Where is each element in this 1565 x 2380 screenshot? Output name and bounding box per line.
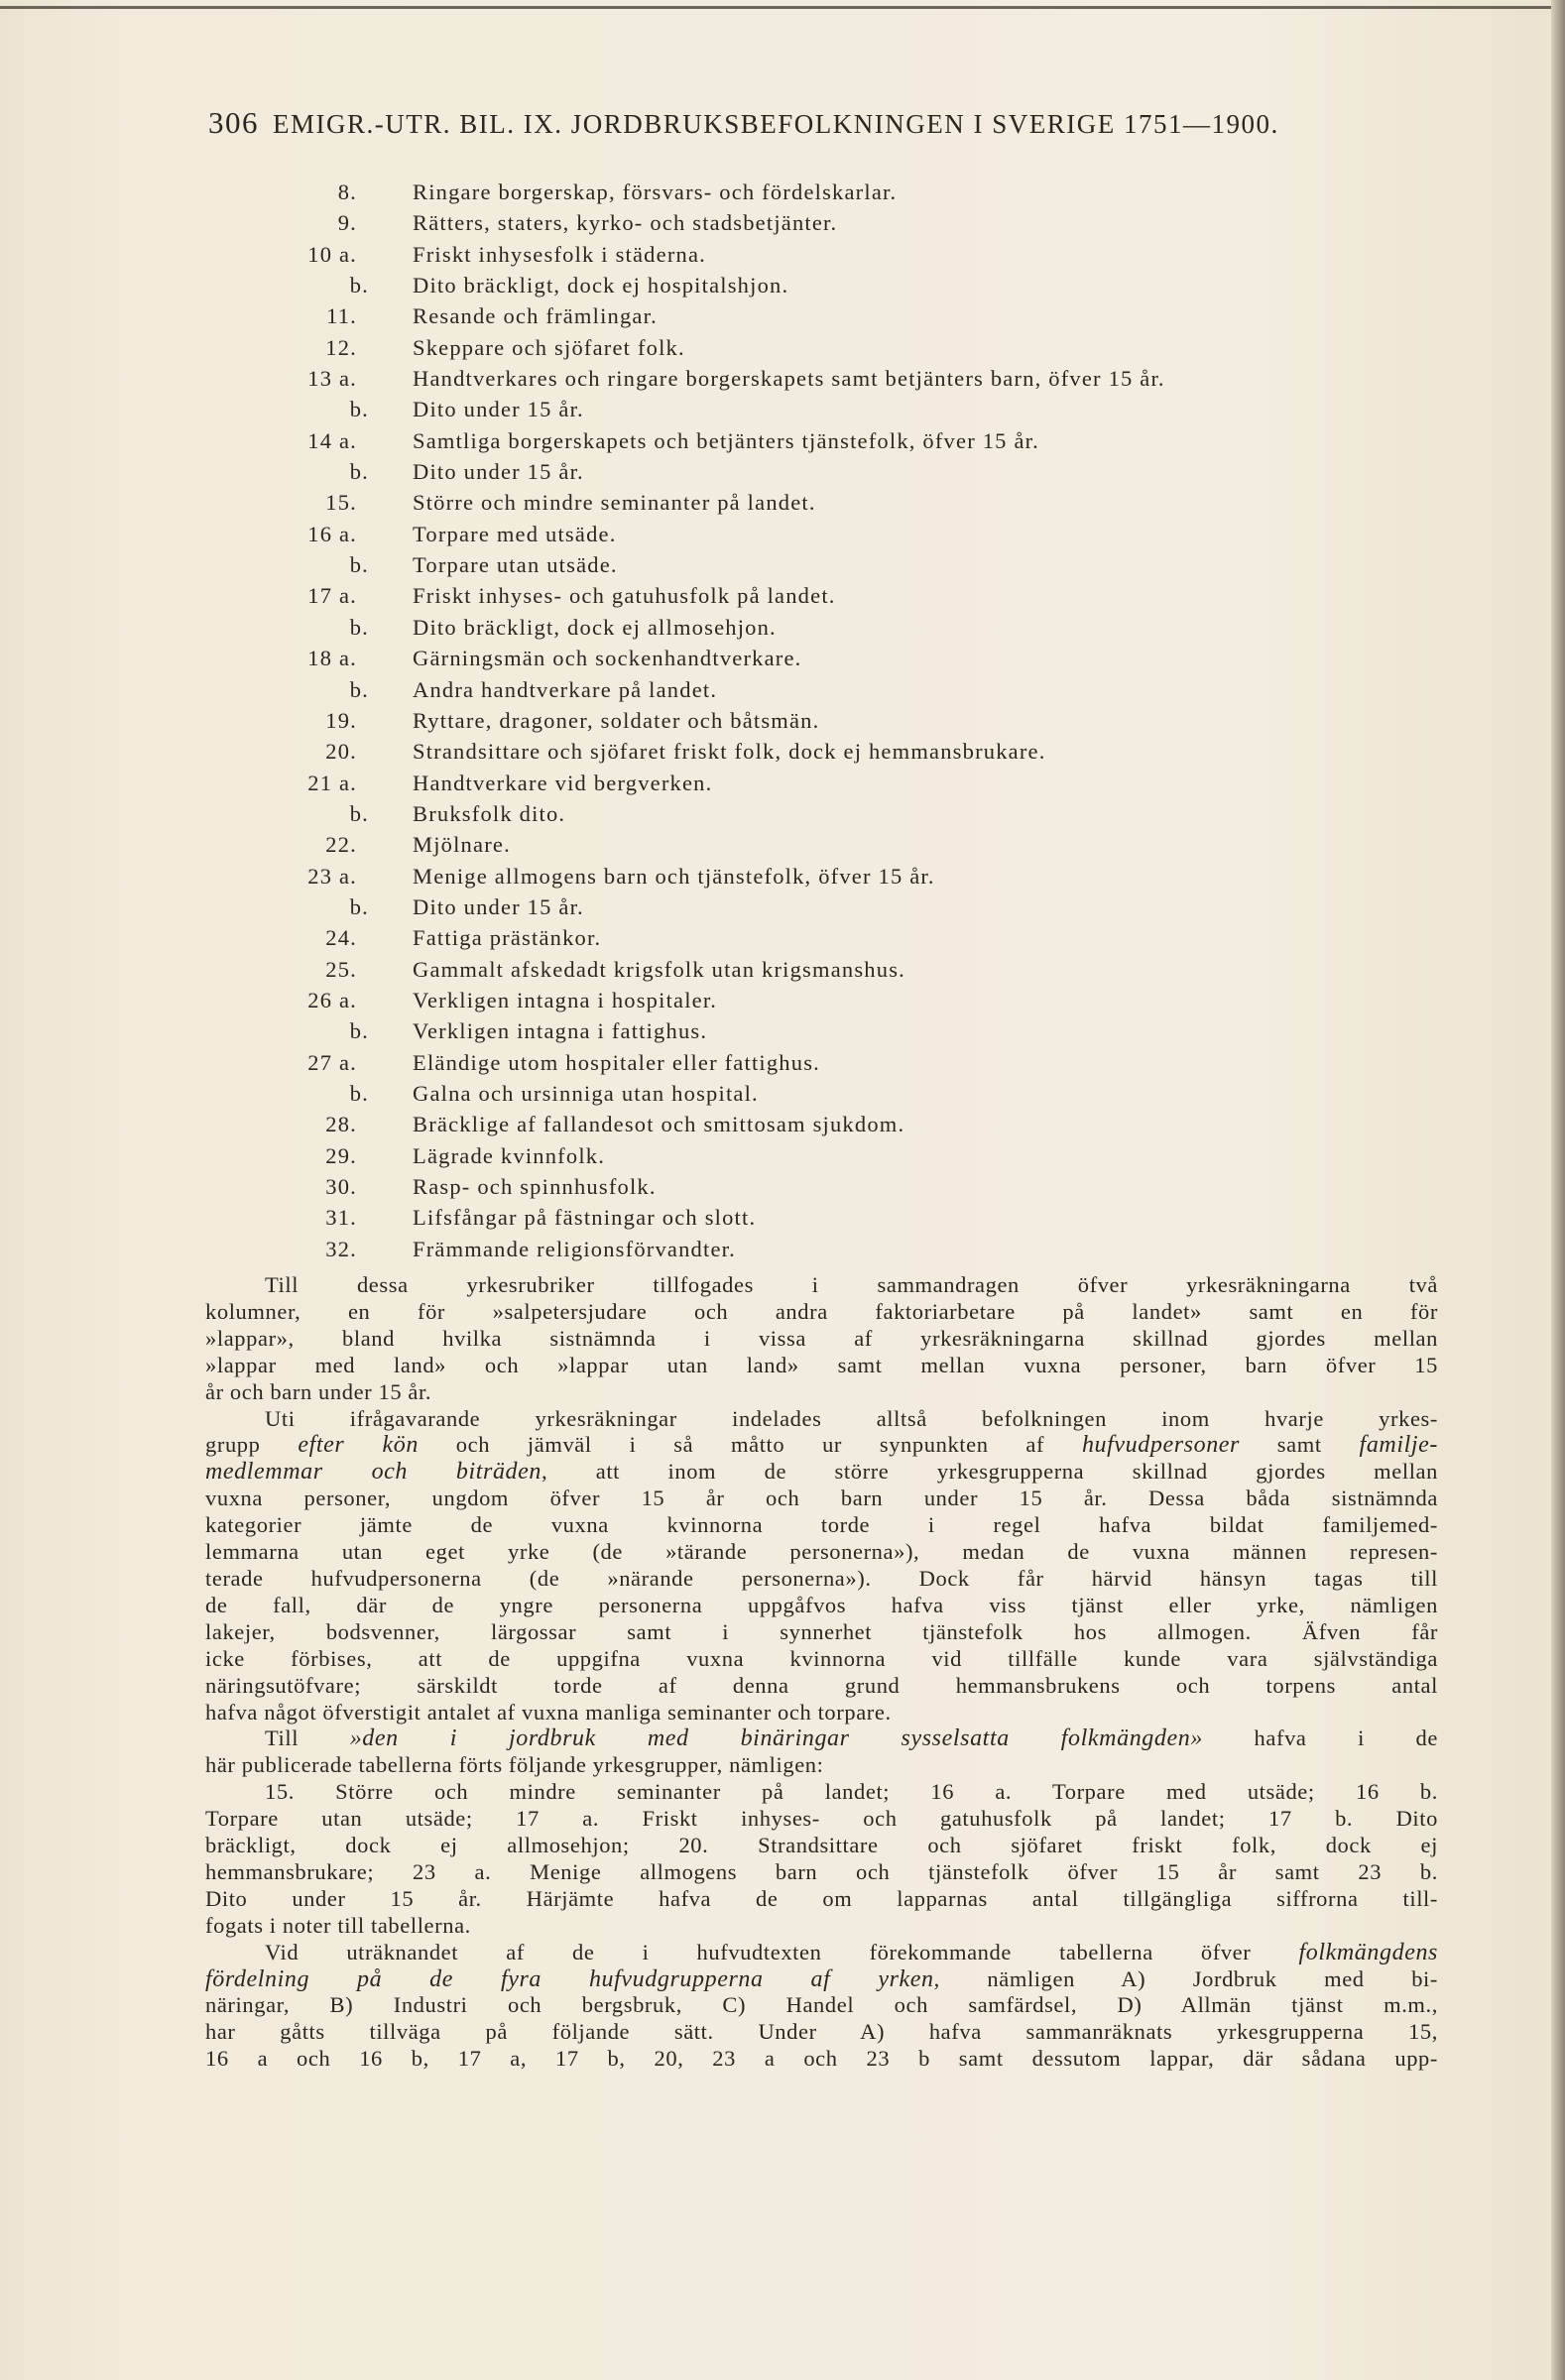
text-run: Vid uträknandet af de i hufvudtexten förekommande tabellerna öfver xyxy=(265,1939,1299,1964)
list-item-number: 26 a. xyxy=(307,987,357,1012)
italic-run: »den i jordbruk med binäringar sysselsatta folkmängden» xyxy=(349,1726,1203,1752)
list-item xyxy=(198,1171,1448,1202)
list-item xyxy=(198,580,1448,611)
list-item xyxy=(198,1202,1448,1233)
list-item-number: 10 a. xyxy=(307,241,357,267)
list-item-number: 25. xyxy=(325,956,357,982)
list-item-number: 17 a. xyxy=(307,583,357,609)
list-item-number: 19. xyxy=(325,707,357,733)
list-item-number: b. xyxy=(349,614,369,640)
text-line: Torpare utan utsäde; 17 a. Friskt inhyses- och gatuhusfolk på landet; 17 b. Dito xyxy=(205,1806,1438,1832)
list-item xyxy=(198,674,1448,705)
list-item-number: 20. xyxy=(325,739,357,765)
text-run: , att inom de större yrkesgrupperna skillnad gjordes mellan xyxy=(542,1459,1438,1485)
italic-run: efter kön xyxy=(298,1432,419,1459)
list-item xyxy=(198,456,1448,487)
list-item-number: 14 a. xyxy=(307,427,357,453)
list-item-text: Dito bräckligt, dock ej hospitalshjon. xyxy=(413,273,789,298)
list-item-text: Torpare med utsäde. xyxy=(413,521,617,546)
running-title: EMIGR.-UTR. BIL. IX. JORDBRUKSBEFOLKNINGEN I SVERIGE 1751—1900. xyxy=(273,109,1279,139)
text-line: har gåtts tillväga på följande sätt. Under A) hafva sammanräknats yrkesgrupperna 15, xyxy=(205,2019,1438,2045)
list-item-number: b. xyxy=(349,1080,369,1106)
list-item-number: 24. xyxy=(325,925,357,951)
text-line: bräckligt, dock ej allmosehjon; 20. Strandsittare och sjöfaret friskt folk, dock ej xyxy=(205,1833,1438,1858)
italic-run: hufvudpersoner xyxy=(1081,1432,1240,1459)
text-line-mixed xyxy=(205,1940,1438,1966)
list-item-text: Handtverkare vid bergverken. xyxy=(413,770,713,795)
list-item-number: b. xyxy=(349,676,369,702)
list-item-text: Handtverkares och ringare borgerskapets samt betjänters barn, öfver 15 år. xyxy=(413,366,1165,392)
text-run: , nämligen A) Jordbruk med bi- xyxy=(933,1965,1439,1991)
list-item-text: Gammalt afskedadt krigsfolk utan krigsmanshus. xyxy=(413,956,905,982)
list-item xyxy=(198,768,1448,798)
list-item-text: Ryttare, dragoner, soldater och båtsmän. xyxy=(413,707,820,733)
paragraph-4 xyxy=(205,1940,1438,2074)
text-line-mixed xyxy=(205,1726,1438,1752)
list-item xyxy=(198,1015,1448,1046)
list-item-number: 9. xyxy=(337,210,357,236)
list-item-text: Strandsittare och sjöfaret friskt folk, dock ej hemmansbrukare. xyxy=(413,739,1046,765)
list-item-text: Lägrade kvinnfolk. xyxy=(413,1142,606,1168)
paragraph-3 xyxy=(205,1726,1438,1939)
list-item-number: 18 a. xyxy=(307,646,357,671)
occupation-list xyxy=(198,177,1448,1264)
text-line: 16 a och 16 b, 17 a, 17 b, 20, 23 a och 23 b samt dessutom lappar, där sådana upp- xyxy=(205,2046,1438,2072)
list-item-number: 29. xyxy=(325,1142,357,1168)
list-item-number: b. xyxy=(349,893,369,919)
list-item-number: b. xyxy=(349,1018,369,1044)
text-line: hemmansbrukare; 23 a. Menige allmogens barn och tjänstefolk öfver 15 år samt 23 b. xyxy=(205,1858,1438,1884)
list-item xyxy=(198,1109,1448,1139)
list-item-number: 28. xyxy=(325,1112,357,1137)
list-item-text: Galna och ursinniga utan hospital. xyxy=(413,1080,759,1106)
list-item-number: 8. xyxy=(337,179,357,204)
list-item-number: b. xyxy=(349,552,369,578)
text-line: lakejer, bodsvenner, lärgossar samt i synnerhet tjänstefolk hos allmogen. Äfven får xyxy=(205,1618,1438,1644)
italic-run: medlemmar och biträden xyxy=(205,1459,542,1486)
list-item-number: 23 a. xyxy=(307,863,357,889)
text-run: samt xyxy=(1239,1432,1360,1458)
list-item-text: Bruksfolk dito. xyxy=(413,800,566,826)
list-item-text: Rasp- och spinnhusfolk. xyxy=(413,1174,657,1199)
list-item-number: 21 a. xyxy=(307,770,357,795)
italic-run: folkmängdens xyxy=(1298,1939,1438,1965)
list-item xyxy=(198,487,1448,518)
text-line: Dito under 15 år. Härjämte hafva de om lapparnas antal tillgängliga siffrorna till- xyxy=(205,1885,1438,1911)
list-item xyxy=(198,829,1448,860)
text-line-mixed xyxy=(205,1432,1438,1459)
text-run: hafva i de xyxy=(1202,1726,1438,1751)
list-item-number: b. xyxy=(349,800,369,826)
list-item-text: Dito under 15 år. xyxy=(413,459,584,485)
list-item-number: 27 a. xyxy=(307,1049,357,1075)
list-item xyxy=(198,736,1448,767)
list-item xyxy=(198,1140,1448,1171)
text-line: vuxna personer, ungdom öfver 15 år och barn under 15 år. Dessa båda sistnämnda xyxy=(205,1486,1438,1511)
list-item xyxy=(198,549,1448,580)
list-item xyxy=(198,332,1448,363)
list-item xyxy=(198,239,1448,270)
list-item-number: 12. xyxy=(325,334,357,360)
list-item xyxy=(198,519,1448,549)
list-item-text: Eländige utom hospitaler eller fattighus. xyxy=(413,1049,820,1075)
list-item xyxy=(198,892,1448,922)
list-item xyxy=(198,643,1448,673)
list-item xyxy=(198,300,1448,331)
italic-run: familje- xyxy=(1359,1432,1438,1459)
list-item-text: Främmande religionsförvandter. xyxy=(413,1236,736,1261)
list-item xyxy=(198,1047,1448,1078)
paragraph-1 xyxy=(205,1272,1438,1406)
list-item xyxy=(198,177,1448,207)
list-item-text: Torpare utan utsäde. xyxy=(413,552,618,578)
text-line: år och barn under 15 år. xyxy=(205,1378,432,1404)
list-item-text: Ringare borgerskap, försvars- och fördelskarlar. xyxy=(413,179,898,204)
list-item-number: b. xyxy=(349,459,369,485)
list-item xyxy=(198,861,1448,892)
list-item-text: Friskt inhyses- och gatuhusfolk på landet. xyxy=(413,583,836,609)
text-line: »lappar», bland hvilka sistnämnda i vissa af yrkesräkningarna skillnad gjordes mellan xyxy=(205,1325,1438,1351)
text-line: »lappar med land» och »lappar utan land» samt mellan vuxna personer, barn öfver 15 xyxy=(205,1352,1438,1377)
text-line: de fall, där de yngre personerna uppgåfvos hafva viss tjänst eller yrke, nämligen xyxy=(205,1592,1438,1617)
list-item-text: Större och mindre seminanter på landet. xyxy=(413,490,816,516)
list-item xyxy=(198,798,1448,829)
list-item-number: 22. xyxy=(325,832,357,858)
list-item-text: Resande och främlingar. xyxy=(413,303,658,329)
list-item-number: 15. xyxy=(325,490,357,516)
paragraph-3-rest xyxy=(205,1752,1438,1939)
list-item-text: Gärningsmän och sockenhandtverkare. xyxy=(413,646,802,671)
list-item xyxy=(198,954,1448,985)
list-item-text: Menige allmogens barn och tjänstefolk, öfver 15 år. xyxy=(413,863,935,889)
text-line: näringar, B) Industri och bergsbruk, C) Handel och samfärdsel, D) Allmän tjänst m.m., xyxy=(205,1992,1438,2018)
list-item xyxy=(198,207,1448,238)
list-item-number: b. xyxy=(349,397,369,422)
text-line: kolumner, en för »salpetersjudare och andra faktoriarbetare på landet» samt en för xyxy=(205,1298,1438,1324)
list-item-text: Mjölnare. xyxy=(413,832,511,858)
text-run: grupp xyxy=(205,1432,299,1458)
text-line: 15. Större och mindre seminanter på landet; 16 a. Torpare med utsäde; 16 b. xyxy=(265,1779,1438,1805)
list-item-number: 16 a. xyxy=(307,521,357,546)
list-item-text: Bräcklige af fallandesot och smittosam sjukdom. xyxy=(413,1112,905,1137)
text-line: lemmarna utan eget yrke (de »tärande personerna»), medan de vuxna männen represen- xyxy=(205,1539,1438,1565)
list-item-text: Fattiga prästänkor. xyxy=(413,925,602,951)
body-text xyxy=(205,1272,1438,2073)
list-item xyxy=(198,705,1448,736)
list-item-text: Dito bräckligt, dock ej allmosehjon. xyxy=(413,614,777,640)
list-item-number: 30. xyxy=(325,1174,357,1199)
list-item-text: Andra handtverkare på landet. xyxy=(413,676,718,702)
page-number: 306 xyxy=(208,105,259,140)
list-item-number: b. xyxy=(349,273,369,298)
list-item-number: 31. xyxy=(325,1205,357,1231)
top-edge-rule xyxy=(0,6,1565,9)
list-item-text: Lifsfångar på fästningar och slott. xyxy=(413,1205,757,1231)
list-item-text: Friskt inhysesfolk i städerna. xyxy=(413,241,706,267)
list-item-text: Rätters, staters, kyrko- och stadsbetjänter. xyxy=(413,210,838,236)
list-item xyxy=(198,425,1448,456)
list-item-text: Skeppare och sjöfaret folk. xyxy=(413,334,685,360)
text-line: Uti ifrågavarande yrkesräkningar indelades alltså befolkningen inom hvarje yrkes- xyxy=(265,1405,1438,1431)
list-item-text: Verkligen intagna i hospitaler. xyxy=(413,987,718,1012)
list-item-number: 32. xyxy=(325,1236,357,1261)
text-line: kategorier jämte de vuxna kvinnorna torde i regel hafva bildat familjemed- xyxy=(205,1512,1438,1538)
text-line-mixed xyxy=(205,1966,1438,1993)
text-line: terade hufvudpersonerna (de »närande personerna»). Dock får härvid hänsyn tagas till xyxy=(205,1565,1438,1591)
list-item xyxy=(198,270,1448,300)
list-item xyxy=(198,1234,1448,1264)
text-line: näringsutöfvare; särskildt torde af denna grund hemmansbrukens och torpens antal xyxy=(205,1672,1438,1698)
list-item xyxy=(198,363,1448,394)
paragraph-4-rest xyxy=(205,1992,1438,2073)
list-item xyxy=(198,985,1448,1015)
text-run: Till xyxy=(265,1726,350,1751)
list-item-text: Samtliga borgerskapets och betjänters tjänstefolk, öfver 15 år. xyxy=(413,427,1039,453)
running-header xyxy=(208,105,1438,141)
list-item xyxy=(198,1078,1448,1109)
paragraph-2 xyxy=(205,1406,1438,1726)
page-edge-shadow xyxy=(1551,0,1565,2380)
text-line: fogats i noter till tabellerna. xyxy=(205,1912,471,1938)
list-item-text: Dito under 15 år. xyxy=(413,397,584,422)
text-line: icke förbises, att de uppgifna vuxna kvinnorna vid tillfälle kunde vara självständiga xyxy=(205,1645,1438,1671)
text-line-mixed xyxy=(205,1459,1438,1486)
text-line: hafva något öfverstigit antalet af vuxna manliga seminanter och torpare. xyxy=(205,1699,892,1725)
italic-run: fördelning på de fyra hufvudgrupperna af yrken xyxy=(205,1965,934,1992)
text-line: Till dessa yrkesrubriker tillfogades i sammandragen öfver yrkesräkningarna två xyxy=(265,1272,1438,1297)
text-run: och jämväl i så måtto ur synpunkten af xyxy=(418,1432,1082,1458)
list-item-text: Dito under 15 år. xyxy=(413,893,584,919)
list-item xyxy=(198,612,1448,643)
list-item-number: 13 a. xyxy=(307,366,357,392)
text-line: här publicerade tabellerna förts följande yrkesgrupper, nämligen: xyxy=(205,1752,824,1778)
list-item-text: Verkligen intagna i fattighus. xyxy=(413,1018,708,1044)
list-item-number: 11. xyxy=(326,303,357,329)
list-item xyxy=(198,922,1448,953)
list-item xyxy=(198,394,1448,424)
paragraph-2-rest xyxy=(205,1486,1438,1726)
